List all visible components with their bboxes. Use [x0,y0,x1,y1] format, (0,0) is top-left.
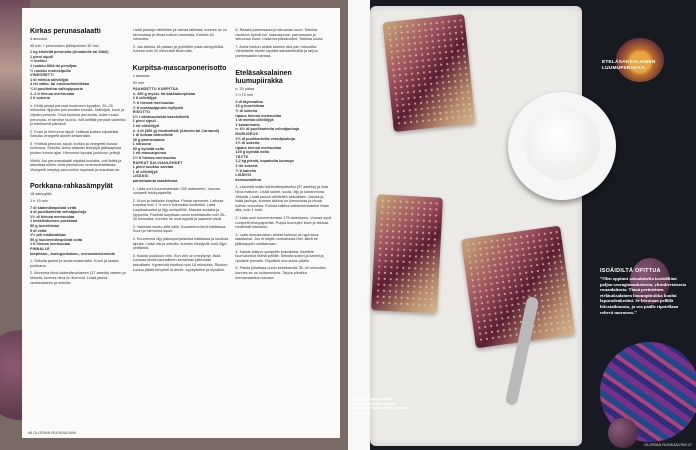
photo-title: ETELÄSAKSALAINEN LUUMUPIIRAKKA [602,60,656,71]
ingredient-item: 5 dl vettä [30,228,47,233]
recipe-column-2 [133,28,230,438]
ingredient-item: 1 ruukku tilliä tai persiljaa [30,63,77,68]
ingredient-item: 2 rkl oliiviöljyä [132,123,159,128]
recipe-time: 50 min [132,80,145,85]
ingredient-item: VINEGRETTI [30,73,54,78]
ingredient-item: 2 dl täysmaitoa [235,99,263,104]
plum-cake-slice [371,194,443,313]
recipe-step: 2. Kuori ja hienonna sipuli. Leikkaa kurkku viipaleiksi. Sekoita vinegretti aineet keskenään. [30,129,120,139]
tip-quote: ”Olen oppinut saksalaiselta isoäidiltäni paljon sesonginmukaisesta, yksinkertaisesta ruuanlaitosta. Tämä perinteinen eteläsaksalainen luumupiirakka kuului lapsuudenkesiini. Se leivotaan pellillä hiivataikinasta, ja sen päälle ripotellaan rehevä muruseos.” [600,276,687,315]
ingredient-item: 1 pieni sipuli [132,119,156,124]
ingredient-item: 1 keskikokoinen porkkana [30,219,78,224]
ingredient-item: PINNALLE [30,246,50,251]
ingredient-item: 4 rkl valko- tai omenaviinietikkaa [30,82,90,87]
recipe-title: Eteläsaksalainen luumupiirakka [235,69,292,85]
recipe-steps [235,185,332,280]
ingredient-item: kermavaahtoa [235,177,261,182]
ingredient-item: TÄYTE [235,154,249,159]
photo-caption: Mehevien hapanmaiden luumupiirakkaan sopivat luumujen rinnalla myös omenat ja päärynä. [352,397,408,415]
ingredient-item: 2 rkl mascarponea [132,151,167,156]
recipe-step: 7. Anna risoton seistä kannen alla pari minuuttia. Viimeistele risotto rapeilla salvianlehdillä ja tarjoa parmesaanin kanssa. [235,44,318,58]
ingredient-item: 7 dl kädenlämpöistä vettä [30,205,77,210]
ingredient-item: 1–2 tl hienoa merisuolaa [30,91,75,96]
ingredient-list [30,206,127,257]
recipe-steps [30,259,127,285]
ingredient-item: 4 dl puolikarkeita vehnäjauhoja [30,210,87,215]
ingredient-item: 1 dl kuivaa valkoviiniä [132,133,173,138]
recipe-sheet [22,8,340,438]
ingredient-list [133,87,230,183]
recipe-step: 3. Yhdistä perunat, sipuli, kurkku ja vinegretti isossa kulhossa. Sekoita. Anna salaatin tekeytyä jääkaapissa puolen tunnin ajan. Hienonna lopuksi joukkoon yrttejä. [30,141,121,156]
recipe-step: 1. Laita uuni kuumenemaan 200 asteeseen. Vuoraa uunipelti leivinpaperilla. [132,186,220,196]
ingredient-item: 1½ dl sokeria [235,141,260,146]
recipe-steps [133,187,230,273]
ingredient-item: 2 tl oliiviöljyä [132,96,157,101]
recipe-servings: 18 sämpylää [30,192,52,197]
page-footer-right: GLORIAN RUOKA&VIINI 47 [644,443,692,447]
recipe-step: 5. Paista piirakkaa uunin keskitasolla 35–40 minuuttia, kunnes se on kullanruskea. Tarjoa piirakka kermavaahdon kanssa. [235,266,327,280]
plum-cake-slice [461,226,575,349]
recipe-step: 4. Kuumenna öljy paksupohjaisessa kattilassa ja kuullota sipulia. Lisää riisi ja sekoita, kunnes riisinjyvät ovat öljyn peittämiä. [132,236,229,251]
plum-cake-slice [382,14,475,132]
ingredient-item: n. 450 g myski- tai kakkiakurpitsaa [132,91,195,96]
ingredient-item: 50 g tuorehiivaa [30,224,59,228]
ingredient-item: 1 pieni nuukku salviaa [132,165,173,170]
page-footer-left: 46 GLORIAN RUOKA&VIINI [28,431,76,435]
ingredient-item: 1 dl mietoa oliiviöljyä [30,77,69,82]
recipe-time: 1 h 15 min [30,199,48,204]
ingredient-item: 1½ prk maitorahkaa [30,233,66,238]
ingredient-item: 1½ tl hienoa merisuolaa [132,156,176,161]
ingredient-item: 40 g parmesaania [132,137,165,142]
recipe-step: 3. Valmista risotto sillä välin. Kuumenna liemi kattilassa. Kuori ja hienonna sipuli. [132,224,227,234]
ingredient-item: ½ tl kanelia [235,168,256,173]
recipe-steps [235,28,332,59]
recipe-servings: n. 20 palaa [235,86,255,91]
ingredient-item: ½ ruukku ruohosipulia [30,68,71,73]
ingredient-item: 1 kg kiinteitä perunoita (Annabelle tai Siikli) [30,50,109,55]
ingredient-item: PAAHDETTU KURPITSA [132,87,179,92]
ingredient-item: RISOTTO [132,110,151,115]
plum [608,418,638,448]
ingredient-item: 1,2 kg pieniä, kopakoita luumuja [235,159,294,164]
ingredient-item: ripaus hienoa merisuolaa [235,145,282,150]
recipe-step: 1. Lämmitä maito kädenlämpöiseksi (37 astetta) ja liota hiiva maitoon. Lisää sokeri, suola, öljy ja kananmuna. Sekoita. Lisää jauhot vähitellen sekoittaen. Vaivaa ja lisää jauhoja, kunnes taikina on kimmoisaa ja irtoaa kulhon reunoista. Kohota taikina kaksinkertaiseksi liinan alla, noin 1 tunti. [235,185,330,213]
ingredient-item: 1 pieni sipuli [30,54,53,59]
recipe-step: 1. Sekoita jauhot ja suola keskenään. Kuori ja raasta porkkana. [30,259,119,268]
ingredient-item: ½ tl hienoa merisuolaa [132,100,174,105]
recipe-step: 1. Keitä pestyt perunat kuorineen kypsiksi, 20–25 minuuttia riippuen perunoiden koosta. Jäähdytä, kuori ja viipaloi perunat. Ohut kuorisia perunoita, kuten uusia perunoita, ei tarvitse kuoria. Voit keittää perunat valmiiksi jo edellisenä päivänä. [30,103,126,127]
recipe-step: 4. Kaada taikina uunipellin kokoiseksi. Asettele luumulohkot tiiviisti pellille. Sekoita sokeri ja kaneli ja ripottele pinnalle. Ripottele muruseos päälle. [235,249,324,263]
recipe-column-3 [235,28,332,438]
ingredient-item: 2 tl sokeria [30,96,50,101]
ingredient-item: ½ dl sokeria [235,108,258,113]
ingredient-item: ½ tl mustapippuria myllystä [132,105,183,110]
recipe-step: 3. Laita muruseoksen aineet kulhoon ja nypi seos tasaiseksi. Jos et käytä muruseosta heti, siirrä se jääkaappiin odottamaan. [235,232,319,246]
ingredient-item: 125 g kylmää voita [235,150,269,155]
ingredient-item: LISÄKSI [235,173,252,178]
ingredient-item: RAPEAT SALVIANLEHDET [132,160,183,165]
recipe-title: Kurpitsa-mascarponerisotto [132,64,227,72]
ingredient-item: 15 g tuorehiivaa [235,104,265,109]
ingredient-item: 1 dl mietoa oliiviöljyä [235,118,274,123]
ingredient-item: n. 6½ dl puolikarkeita vehnäjauhoja [235,127,300,132]
recipe-step: 2. Kuori ja halkaise kurpitsa. Poista siemenet. Leikkaa kurpitsa noin 1 ½ cm:n kokoisiksi kuutioiksi. Laita kurpitsakuutiot ja öljy uunipellille. Mausta suolalla ja pippurilla. Paahda kurpitsaa uunin keskitasolla noin 30–40 minuuttia, kunnes ne ovat kypsiä ja saaneet väriä. [132,198,227,222]
recipe-step: 3. Jaa taikina 18 palaan ja pyörittele palat sämpylöiksi. Kohota noin 20 minuuttia liinan alla. [132,44,225,54]
ingredient-item: 2 rkl sokeria [235,164,258,169]
ingredient-list [30,50,127,101]
ingredient-item: n. 3 dl (300 g) risottoriisiä (Arborio tai Carnaroli) [132,128,220,133]
ingredient-item: MURUSEOS [235,131,259,136]
ingredient-item: ¼ tl puolitettua valkopippuria [30,86,83,91]
recipe-title: Porkkana-rahkasämpylät [30,183,113,191]
ingredient-item: ripaus hienoa merisuolaa [235,113,282,118]
tip-heading: ISOÄIDILTÄ OPITTUA [600,268,661,274]
recipe-column-1 [30,28,127,438]
recipe-step: Vinkki Jos perunasalaatti näyttää kuivalta, voit lisätä ja sekoittaa siihen vielä pienikkoon omenaviinietikkaa. Vinegretti imeytyy perunoihin nopeasti ja maustaa ne. [30,158,122,172]
recipe-time: 45 min + perunoiden jäähtyminen 30 min [30,43,99,48]
recipe-step: 6. Raasta parmesaani ja sitruunan kuori. Sekoita risottoon kylmä voi, mascarpone, parmesaani ja sitruunan kuori. Lisää kurpitsakuutiot. Tarkista suola. [235,28,324,42]
recipe-servings: 4 annosta [132,73,150,78]
ingredient-item: 50 g kylmää voita [132,146,165,151]
recipe-steps [30,104,127,173]
recipe-step: 2. Laita uuni kuumenemaan 175 asteeseen. Vuoraa syvä uunipelti leivinpaperilla. Pulpia luumujen kivet ja leikkaa hedelmät lohkoiksi. [235,216,332,230]
tip-box [600,268,688,315]
right-page-photo [348,0,696,450]
recipe-time: 1 h 10 min [235,93,254,98]
recipe-steps [133,28,230,54]
recipe-step: 5. Kaada joukkoon viini. Kun viini on imeytynyt, lisää kuumaa lientä kauhallinen kerrallaan jatkuvasti sekoittaen. Kypsennä risottoa noin 18 minuuttia. Risoton kuuluu jäädä kevyesti al dente -kypsyiseksi ja löysäksi. [132,253,228,272]
ingredient-item: 1 kananmuna [235,122,260,127]
recipe-step: Lisää jauhoja vähitellen ja vaivaa taikinaa, kunnes se on kimmoisaa ja irtoaa kulhon reunoista. Kohota 40 minuuttia. [132,28,228,42]
whipped-cream [524,106,600,180]
ingredient-item: 1½ dl hienoa merisuolaa [30,214,75,219]
recipe-step: 2. Murenna hiiva kädenlämpöiseen (37 astetta) veteen ja sekoita, kunnes hiiva on liuennut. Lisää jauhot vesiseokseen ja sekoita. [30,271,126,285]
ingredient-list [235,100,332,183]
ingredient-item: ½ kurkku [30,59,47,64]
ingredient-item: 1 dl oliiviöljyä [132,169,158,174]
ingredient-item: kurpitsan-, auringonkukan-, seesaminsiemeniä [30,251,115,256]
white-board-edge [348,0,370,450]
ingredient-item: 2½ dl puolikarkeita vehnäjauhoja [235,136,295,141]
ingredient-item: LISÄKSI [132,174,149,179]
ingredient-item: 1½ l vähäsuolaista kasvislientä [132,114,189,119]
ingredient-item: 1 sitruuna [132,142,151,147]
ingredient-item: 50 g huoneenlämpöistä voita [30,237,83,242]
recipe-servings: 4 annosta [30,37,47,41]
ingredient-item: parmesaania raastettuna [132,179,178,184]
ingredient-item: 1 tl hienoa merisuolaa [30,242,70,247]
recipe-title: Kirkas perunasalaatti [30,28,101,35]
